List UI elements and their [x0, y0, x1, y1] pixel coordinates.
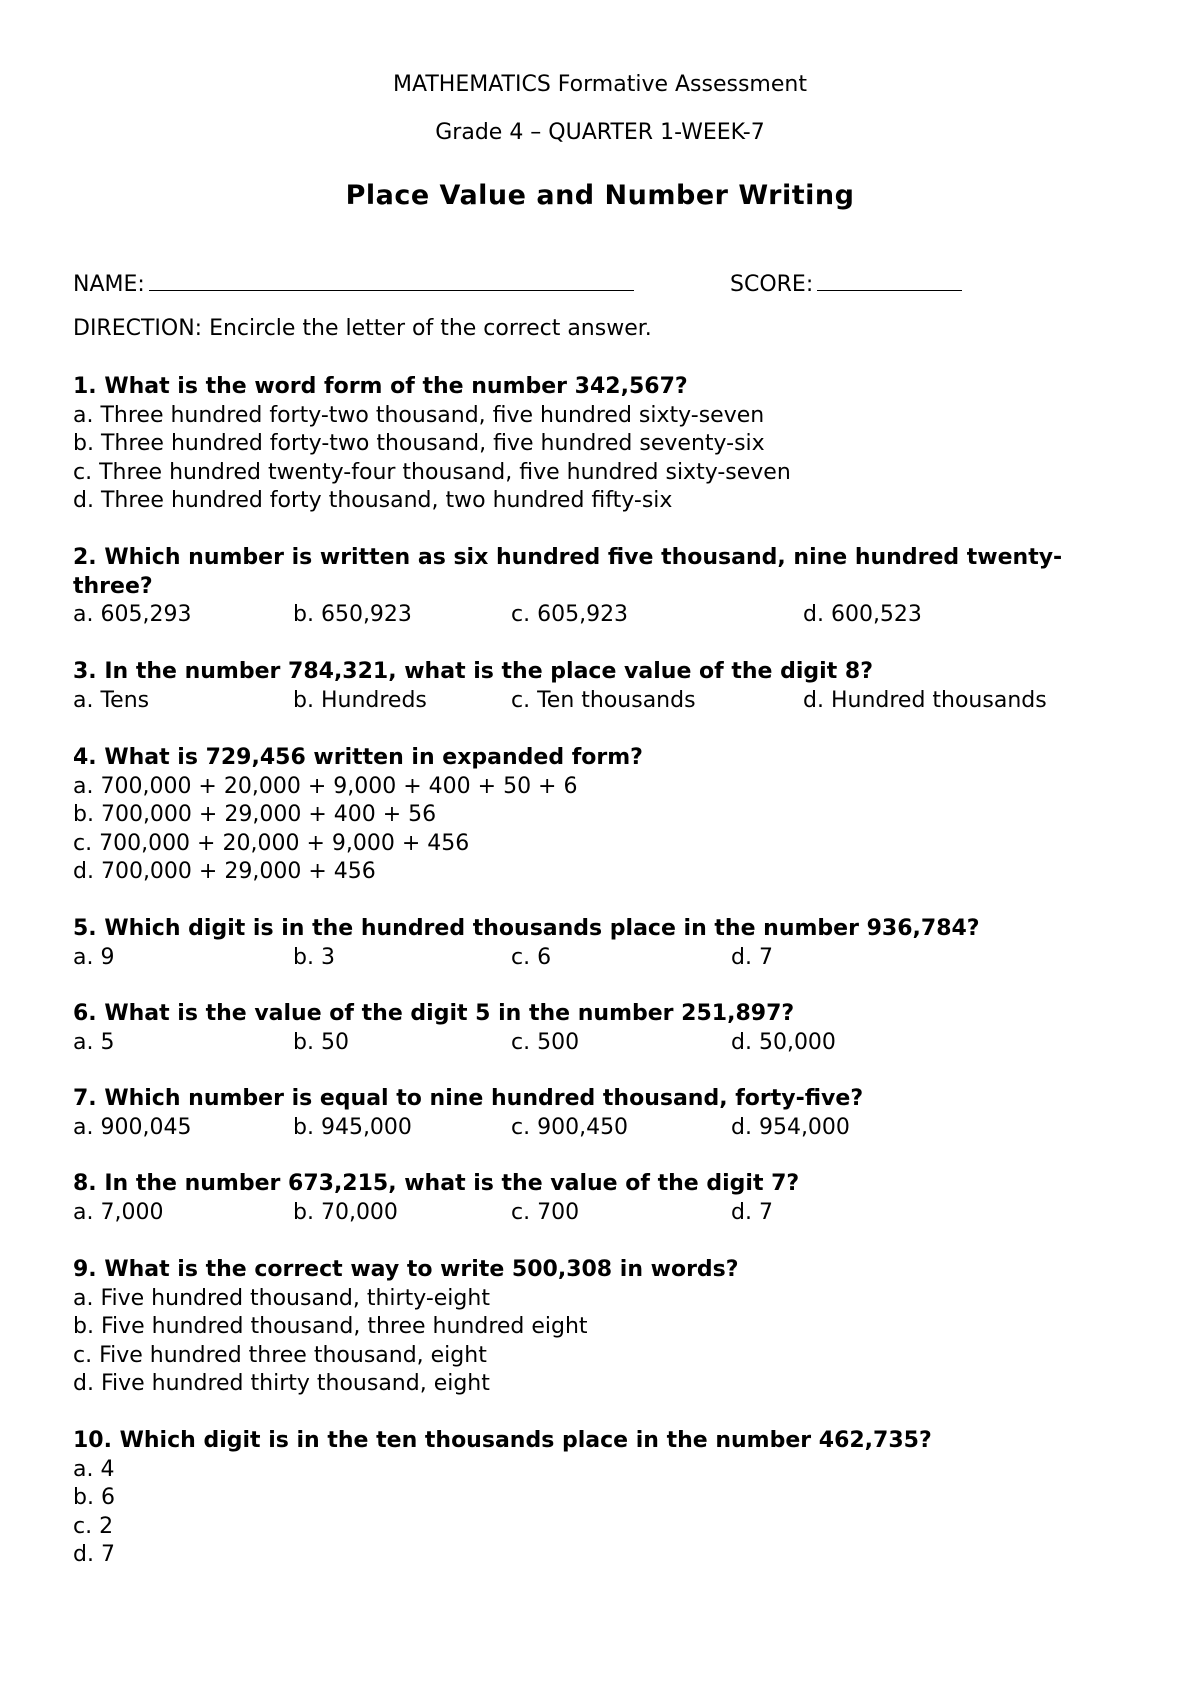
question-text: 5. Which digit is in the hundred thousands place in the number 936,784? — [73, 916, 980, 941]
question-text: 8. In the number 673,215, what is the value of the digit 7? — [73, 1171, 800, 1196]
option-d[interactable]: d. 600,523 — [803, 602, 922, 627]
option-b[interactable]: b. Three hundred forty-two thousand, five hundred seventy-six — [73, 431, 765, 456]
option-c[interactable]: c. 700,000 + 20,000 + 9,000 + 456 — [73, 830, 470, 856]
question-text: 7. Which number is equal to nine hundred thousand, forty-five? — [73, 1086, 864, 1111]
option-b[interactable]: b. Five hundred thousand, three hundred eight — [73, 1314, 588, 1339]
score-blank-line[interactable] — [817, 270, 962, 291]
option-c[interactable]: c. 2 — [73, 1513, 114, 1539]
question-text: 6. What is the value of the digit 5 in the number 251,897? — [73, 1001, 795, 1026]
option-a[interactable]: a. 7,000 — [73, 1199, 164, 1225]
option-b[interactable]: b. 650,923 — [293, 602, 412, 627]
grade-heading: Grade 4 – QUARTER 1-WEEK-7 — [435, 120, 765, 145]
question-text: 1. What is the word form of the number 342,567? — [73, 374, 688, 399]
question-5 — [73, 915, 1133, 972]
option-d[interactable]: d. 700,000 + 29,000 + 456 — [73, 859, 376, 884]
question-10 — [73, 1427, 1133, 1570]
options-row — [73, 687, 1133, 716]
name-blank-line[interactable] — [149, 270, 634, 291]
option-a[interactable]: a. Three hundred forty-two thousand, five hundred sixty-seven — [73, 402, 765, 428]
option-d[interactable]: d. 50,000 — [731, 1029, 836, 1055]
option-d[interactable]: d. Five hundred thirty thousand, eight — [73, 1371, 490, 1396]
options-row — [73, 1114, 1133, 1143]
option-c[interactable]: c. Ten thousands — [511, 687, 696, 713]
option-d[interactable]: d. 7 — [731, 944, 773, 970]
score-field[interactable] — [730, 270, 962, 297]
option-d[interactable]: d. 7 — [73, 1542, 115, 1567]
option-c[interactable]: c. 700 — [511, 1199, 580, 1225]
question-text: 10. Which digit is in the ten thousands place in the number 462,735? — [73, 1428, 932, 1453]
option-a[interactable]: a. Tens — [73, 687, 150, 713]
question-2 — [73, 544, 1133, 630]
option-a[interactable]: a. 5 — [73, 1029, 115, 1055]
options-row — [73, 1199, 1133, 1228]
options-row — [73, 601, 1133, 630]
question-text: 9. What is the correct way to write 500,308 in words? — [73, 1257, 739, 1282]
option-a[interactable]: a. 900,045 — [73, 1114, 192, 1140]
option-a[interactable]: a. Five hundred thousand, thirty-eight — [73, 1285, 490, 1311]
question-6 — [73, 1000, 1133, 1057]
option-c[interactable]: c. Three hundred twenty-four thousand, five hundred sixty-seven — [73, 459, 791, 485]
option-a[interactable]: a. 4 — [73, 1456, 115, 1482]
question-text: 2. Which number is written as six hundred five thousand, nine hundred twenty-three? — [73, 545, 1063, 599]
option-a[interactable]: a. 9 — [73, 944, 115, 970]
option-c[interactable]: c. 6 — [511, 944, 552, 970]
option-d[interactable]: d. Hundred thousands — [803, 687, 1047, 713]
question-8 — [73, 1170, 1133, 1227]
option-c[interactable]: c. Five hundred three thousand, eight — [73, 1342, 487, 1368]
option-c[interactable]: c. 900,450 — [511, 1114, 629, 1140]
option-d[interactable]: d. 7 — [731, 1199, 773, 1225]
question-4 — [73, 744, 1133, 887]
option-b[interactable]: b. 50 — [293, 1029, 349, 1055]
subject-heading: MATHEMATICS Formative Assessment — [393, 72, 807, 97]
name-label: NAME: — [73, 272, 145, 297]
option-b[interactable]: b. 700,000 + 29,000 + 400 + 56 — [73, 802, 437, 827]
question-text: 3. In the number 784,321, what is the place value of the digit 8? — [73, 659, 873, 684]
name-field[interactable] — [73, 270, 634, 297]
option-b[interactable]: b. 70,000 — [293, 1199, 398, 1225]
options-row — [73, 1029, 1133, 1058]
question-text: 4. What is 729,456 written in expanded form? — [73, 745, 643, 770]
option-d[interactable]: d. 954,000 — [731, 1114, 850, 1140]
option-b[interactable]: b. 945,000 — [293, 1114, 412, 1140]
option-a[interactable]: a. 700,000 + 20,000 + 9,000 + 400 + 50 + 6 — [73, 773, 578, 799]
options-row — [73, 944, 1133, 973]
question-7 — [73, 1085, 1133, 1142]
option-b[interactable]: b. 3 — [293, 944, 335, 970]
score-label: SCORE: — [730, 272, 814, 297]
option-d[interactable]: d. Three hundred forty thousand, two hundred fifty-six — [73, 488, 673, 513]
option-b[interactable]: b. 6 — [73, 1485, 115, 1510]
option-b[interactable]: b. Hundreds — [293, 687, 427, 713]
page-title: Place Value and Number Writing — [345, 180, 855, 211]
question-3 — [73, 658, 1133, 715]
option-a[interactable]: a. 605,293 — [73, 602, 192, 627]
option-c[interactable]: c. 605,923 — [511, 602, 629, 627]
question-9 — [73, 1256, 1133, 1399]
direction-text: DIRECTION: Encircle the letter of the correct answer. — [73, 316, 652, 341]
option-c[interactable]: c. 500 — [511, 1029, 580, 1055]
question-1 — [73, 373, 1133, 516]
